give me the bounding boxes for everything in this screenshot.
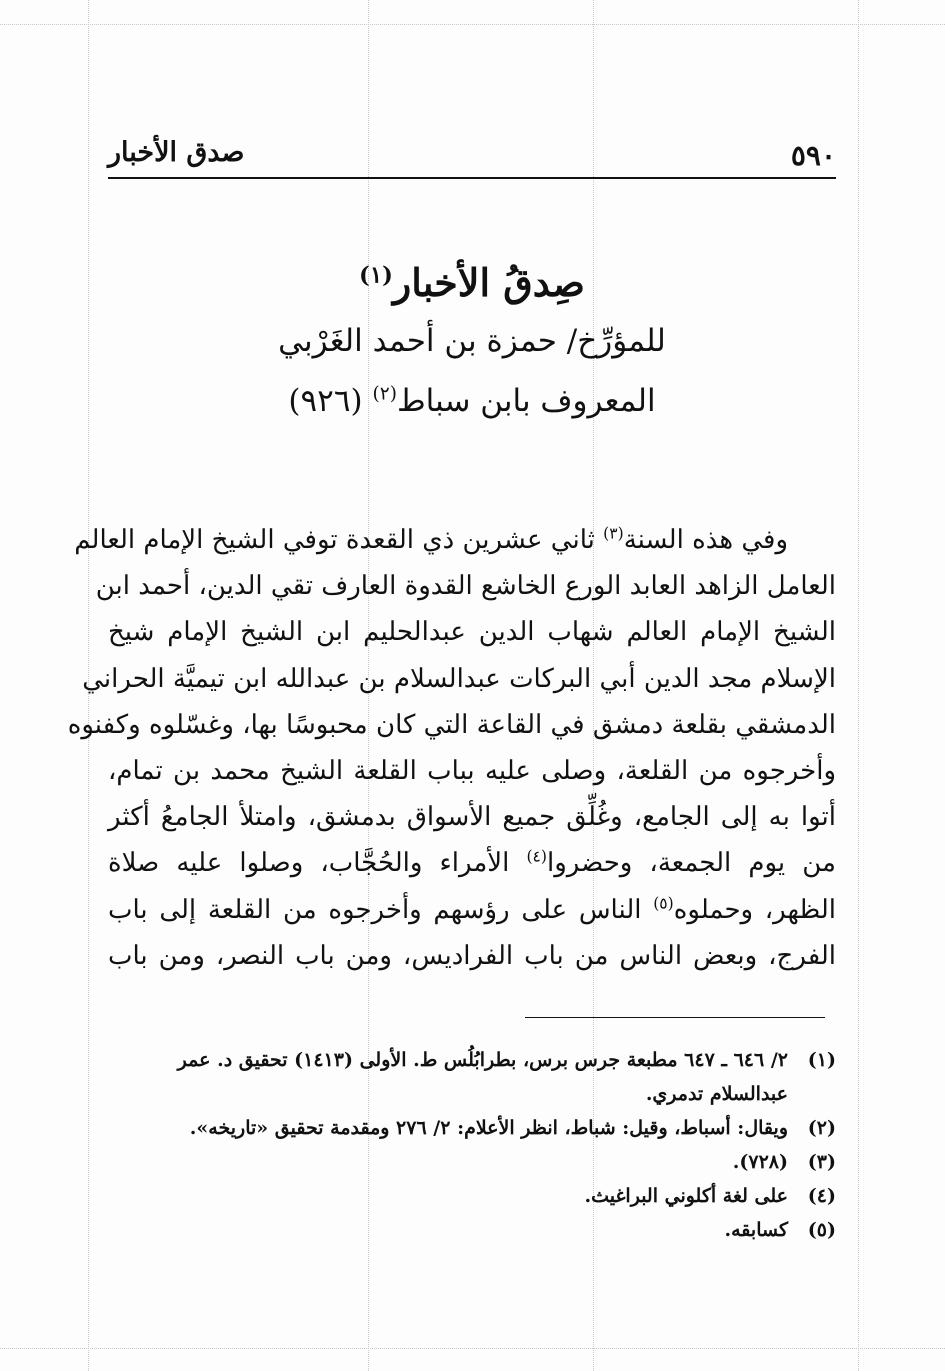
footnote-separator [525, 1017, 825, 1018]
running-title: صدق الأخبار [108, 137, 245, 168]
body-line: الإسلام مجد الدين أبي البركات عبدالسلام بن عبدالله ابن تيميَّة الحراني [82, 663, 836, 694]
footnote-ref: (١) [359, 262, 393, 289]
header-rule [108, 177, 836, 179]
footnote-item [108, 1111, 836, 1145]
footnote-item [108, 1179, 836, 1213]
footnotes [108, 1043, 836, 1247]
running-header [108, 135, 836, 177]
footnote-number: (١) [807, 1049, 836, 1071]
page-number: ٥٩٠ [790, 139, 836, 172]
scan-guide-line [0, 1348, 945, 1349]
footnote-text: ٢/ ٦٤٦ ـ ٦٤٧ مطبعة جرس برس، بطرابُلُس ط. الأولى (١٤١٣) تحقيق د. عمر عبدالسلام تدمري. [177, 1049, 788, 1105]
scan-guide-line [858, 0, 859, 1371]
body-line: وفي هذه السنة$^{(٣)}$ ثاني عشرين ذي القعدة توفي الشيخ الإمام العالم [74, 524, 788, 555]
chapter-title [108, 255, 836, 311]
footnote-text: على لغة أكلوني البراغيث. [584, 1185, 788, 1207]
death-year: (٩٢٦) [288, 383, 373, 419]
body-line: الظهر، وحملوه$^{(٥)}$ الناس على رؤسهم وأخرجوه من القلعة إلى باب [108, 893, 836, 925]
known-as-text: المعروف بابن سباط [396, 383, 656, 419]
footnote-ref: (٣) [603, 524, 624, 543]
body-text [67, 517, 836, 979]
chapter-title-text: صِدقُ الأخبار [392, 260, 585, 305]
title-block [108, 255, 836, 431]
known-as-line [108, 371, 836, 431]
footnote-ref: (٤) [526, 847, 548, 866]
footnote-item [108, 1145, 836, 1179]
author-line: للمؤرِّخ/ حمزة بن أحمد الغَرْبي [278, 323, 666, 359]
footnote-number: (٢) [807, 1117, 836, 1139]
footnote-text: كسابقه. [724, 1219, 788, 1241]
body-line: العامل الزاهد العابد الورع الخاشع القدوة العارف تقي الدين، أحمد ابن [95, 571, 836, 602]
footnote-number: (٣) [807, 1151, 836, 1173]
footnote-ref: (٥) [653, 893, 674, 912]
body-line: من يوم الجمعة، وحضروا$^{(٤)}$ الأمراء والحُجَّاب، وصلوا عليه صلاة [108, 847, 836, 879]
footnote-text: (٧٢٨). [732, 1151, 788, 1173]
body-line: الدمشقي بقلعة دمشق في القاعة التي كان محبوسًا بها، وغسّلوه وكفنوه [67, 709, 836, 740]
footnote-text: ويقال: أسباط، وقيل: شباط، انظر الأعلام: ٢/ ٢٧٦ ومقدمة تحقيق «تاريخه». [189, 1117, 788, 1139]
footnote-number: (٤) [807, 1185, 836, 1207]
body-line: وأخرجوه من القلعة، وصلى عليه بباب القلعة الشيخ محمد بن تمام، [108, 756, 836, 787]
footnote-ref: (٢) [372, 383, 397, 405]
footnote-item [108, 1043, 836, 1111]
scan-guide-line [0, 24, 945, 25]
body-line: الشيخ الإمام العالم شهاب الدين عبدالحليم ابن الشيخ الإمام شيخ [108, 617, 836, 648]
footnote-item [108, 1213, 836, 1247]
body-line: أتوا به إلى الجامع، وغُلِّق جميع الأسواق بدمشق، وامتلأ الجامعُ أكثر [108, 802, 836, 833]
footnote-number: (٥) [807, 1219, 836, 1241]
body-line: الفرج، وبعض الناس من باب الفراديس، ومن باب النصر، ومن باب [108, 940, 836, 971]
